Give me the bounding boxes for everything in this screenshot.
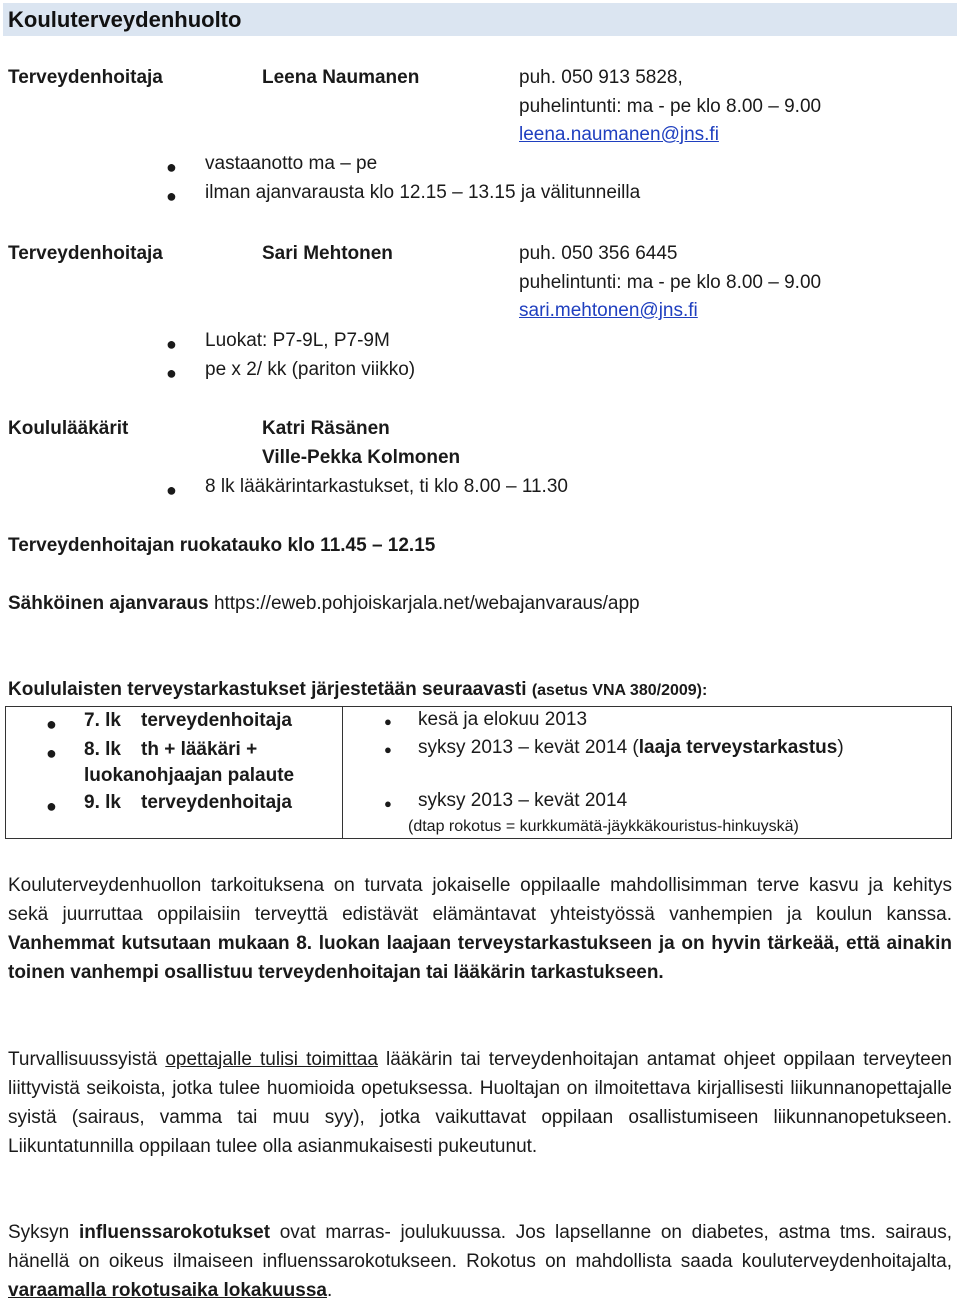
page-title: Kouluterveydenhuolto xyxy=(8,7,242,32)
bullet-icon xyxy=(166,335,177,353)
table-divider xyxy=(342,707,343,838)
doctor-name-2: Ville-Pekka Kolmonen xyxy=(262,447,461,468)
booking-line xyxy=(8,593,640,616)
bullet-icon xyxy=(166,187,177,205)
row1-who: terveydenhoitaja xyxy=(141,710,292,731)
row2-when-end: ) xyxy=(837,737,844,758)
row2-when xyxy=(418,737,844,760)
bullet-icon xyxy=(46,797,57,815)
checkups-heading xyxy=(8,679,707,702)
paragraph-purpose-text: Kouluterveydenhuollon tarkoituksena on turvata jokaiselle oppilaalle mahdollisimman terve kasvu ja kehitys sekä juurruttaa oppilaisiin terveyttä edistävät elämäntavat yhteistyössä vanhempien ja koulun kanssa. xyxy=(8,875,952,925)
nurse1-email-link[interactable]: leena.naumanen@jns.fi xyxy=(519,124,719,145)
bullet-icon xyxy=(46,715,57,733)
paragraph-influenza-link: varaamalla rokotusaika lokakuussa xyxy=(8,1280,327,1301)
row3-who: terveydenhoitaja xyxy=(141,792,292,813)
nurse2-bullet-2: pe x 2/ kk (pariton viikko) xyxy=(205,359,416,380)
booking-url[interactable]: https://eweb.pohjoiskarjala.net/webajanvaraus/app xyxy=(213,593,640,614)
nurse1-bullet-1: vastaanotto ma – pe xyxy=(205,153,378,174)
nurse1-phone-hours: puhelintunti: ma - pe klo 8.00 – 9.00 xyxy=(519,96,822,117)
row2-when-text: syksy 2013 – kevät 2014 ( xyxy=(418,737,639,758)
doctors-schedule: 8 lk lääkärintarkastukset, ti klo 8.00 – 11.30 xyxy=(205,476,568,497)
paragraph-safety-rest: lääkärin tai terveydenhoitajan antamat ohjeet oppilaan terveyteen liittyvistä seikoista, jotka tulee huomioida opetuksessa. Huoltajan on ilmoitettava kirjallisesti liikunnanopettajalle syistä (sairaus, vamma tai muu syy), jotka vaikuttavat oppilaan osallistumiseen liikunnanopetukseen. Liikuntatunnilla oppilaan tulee olla asianmukaisesti pukeutunut. xyxy=(8,1049,952,1157)
row2-who: th + lääkäri + xyxy=(141,739,258,760)
paragraph-safety-underlined: opettajalle tulisi toimittaa xyxy=(165,1049,378,1070)
bullet-icon xyxy=(384,715,392,728)
row2-when-bold: laaja terveystarkastus xyxy=(638,737,838,758)
bullet-icon xyxy=(166,158,177,176)
nurse2-name: Sari Mehtonen xyxy=(262,243,393,264)
paragraph-purpose xyxy=(8,871,952,987)
lunch-break: Terveydenhoitajan ruokatauko klo 11.45 – 12.15 xyxy=(8,535,436,556)
paragraph-influenza-bold: influenssarokotukset xyxy=(78,1222,271,1243)
booking-label: Sähköinen ajanvaraus xyxy=(8,593,209,614)
paragraph-purpose-bold: Vanhemmat kutsutaan mukaan 8. luokan laajaan terveystarkastukseen ja on hyvin tärkeää, että ainakin toinen vanhempi osallistuu terveydenhoitajan tai lääkärin tarkastukseen. xyxy=(8,933,952,983)
doctors-label: Koululääkärit xyxy=(8,418,129,439)
nurse2-phone: puh. 050 356 6445 xyxy=(519,243,678,264)
nurse1-phone: puh. 050 913 5828, xyxy=(519,67,683,88)
paragraph-influenza-middle: ovat marras- joulukuussa. Jos lapsellanne on diabetes, astma tms. sairaus, hänellä on oikeus ilmaiseen influenssarokotukseen. Rokotus on mahdollista saada kouluterveydenhoitajalta, xyxy=(8,1222,952,1272)
bullet-icon xyxy=(166,364,177,382)
row3-grade: 9. lk xyxy=(84,792,121,813)
checkups-title-note: (asetus VNA 380/2009): xyxy=(531,682,708,699)
paragraph-safety xyxy=(8,1045,952,1161)
row3-when: syksy 2013 – kevät 2014 xyxy=(418,790,628,811)
nurse1-role: Terveydenhoitaja xyxy=(8,67,163,88)
bullet-icon xyxy=(46,744,57,762)
paragraph-safety-start: Turvallisuussyistä xyxy=(8,1049,166,1070)
paragraph-influenza-end: . xyxy=(326,1280,333,1301)
bullet-icon xyxy=(384,743,392,756)
row1-when: kesä ja elokuu 2013 xyxy=(418,709,588,730)
row2-who-2: luokanohjaajan palaute xyxy=(84,765,295,786)
nurse1-name: Leena Naumanen xyxy=(262,67,420,88)
nurse2-email-link[interactable]: sari.mehtonen@jns.fi xyxy=(519,300,698,321)
nurse2-bullet-1: Luokat: P7-9L, P7-9M xyxy=(205,330,390,351)
row1-grade: 7. lk xyxy=(84,710,121,731)
paragraph-influenza-start: Syksyn xyxy=(8,1222,79,1243)
page-header xyxy=(3,3,957,36)
bullet-icon xyxy=(166,481,177,499)
bullet-icon xyxy=(384,797,392,810)
nurse2-phone-hours: puhelintunti: ma - pe klo 8.00 – 9.00 xyxy=(519,272,822,293)
checkups-title: Koululaisten terveystarkastukset järjestetään seuraavasti xyxy=(8,679,527,700)
doctor-name-1: Katri Räsänen xyxy=(262,418,390,439)
row2-grade: 8. lk xyxy=(84,739,121,760)
nurse1-bullet-2: ilman ajanvarausta klo 12.15 – 13.15 ja välitunneilla xyxy=(205,182,641,203)
nurse2-role: Terveydenhoitaja xyxy=(8,243,163,264)
row3-note: (dtap rokotus = kurkkumätä-jäykkäkouristus-hinkuyskä) xyxy=(408,818,799,835)
paragraph-influenza xyxy=(8,1218,952,1305)
